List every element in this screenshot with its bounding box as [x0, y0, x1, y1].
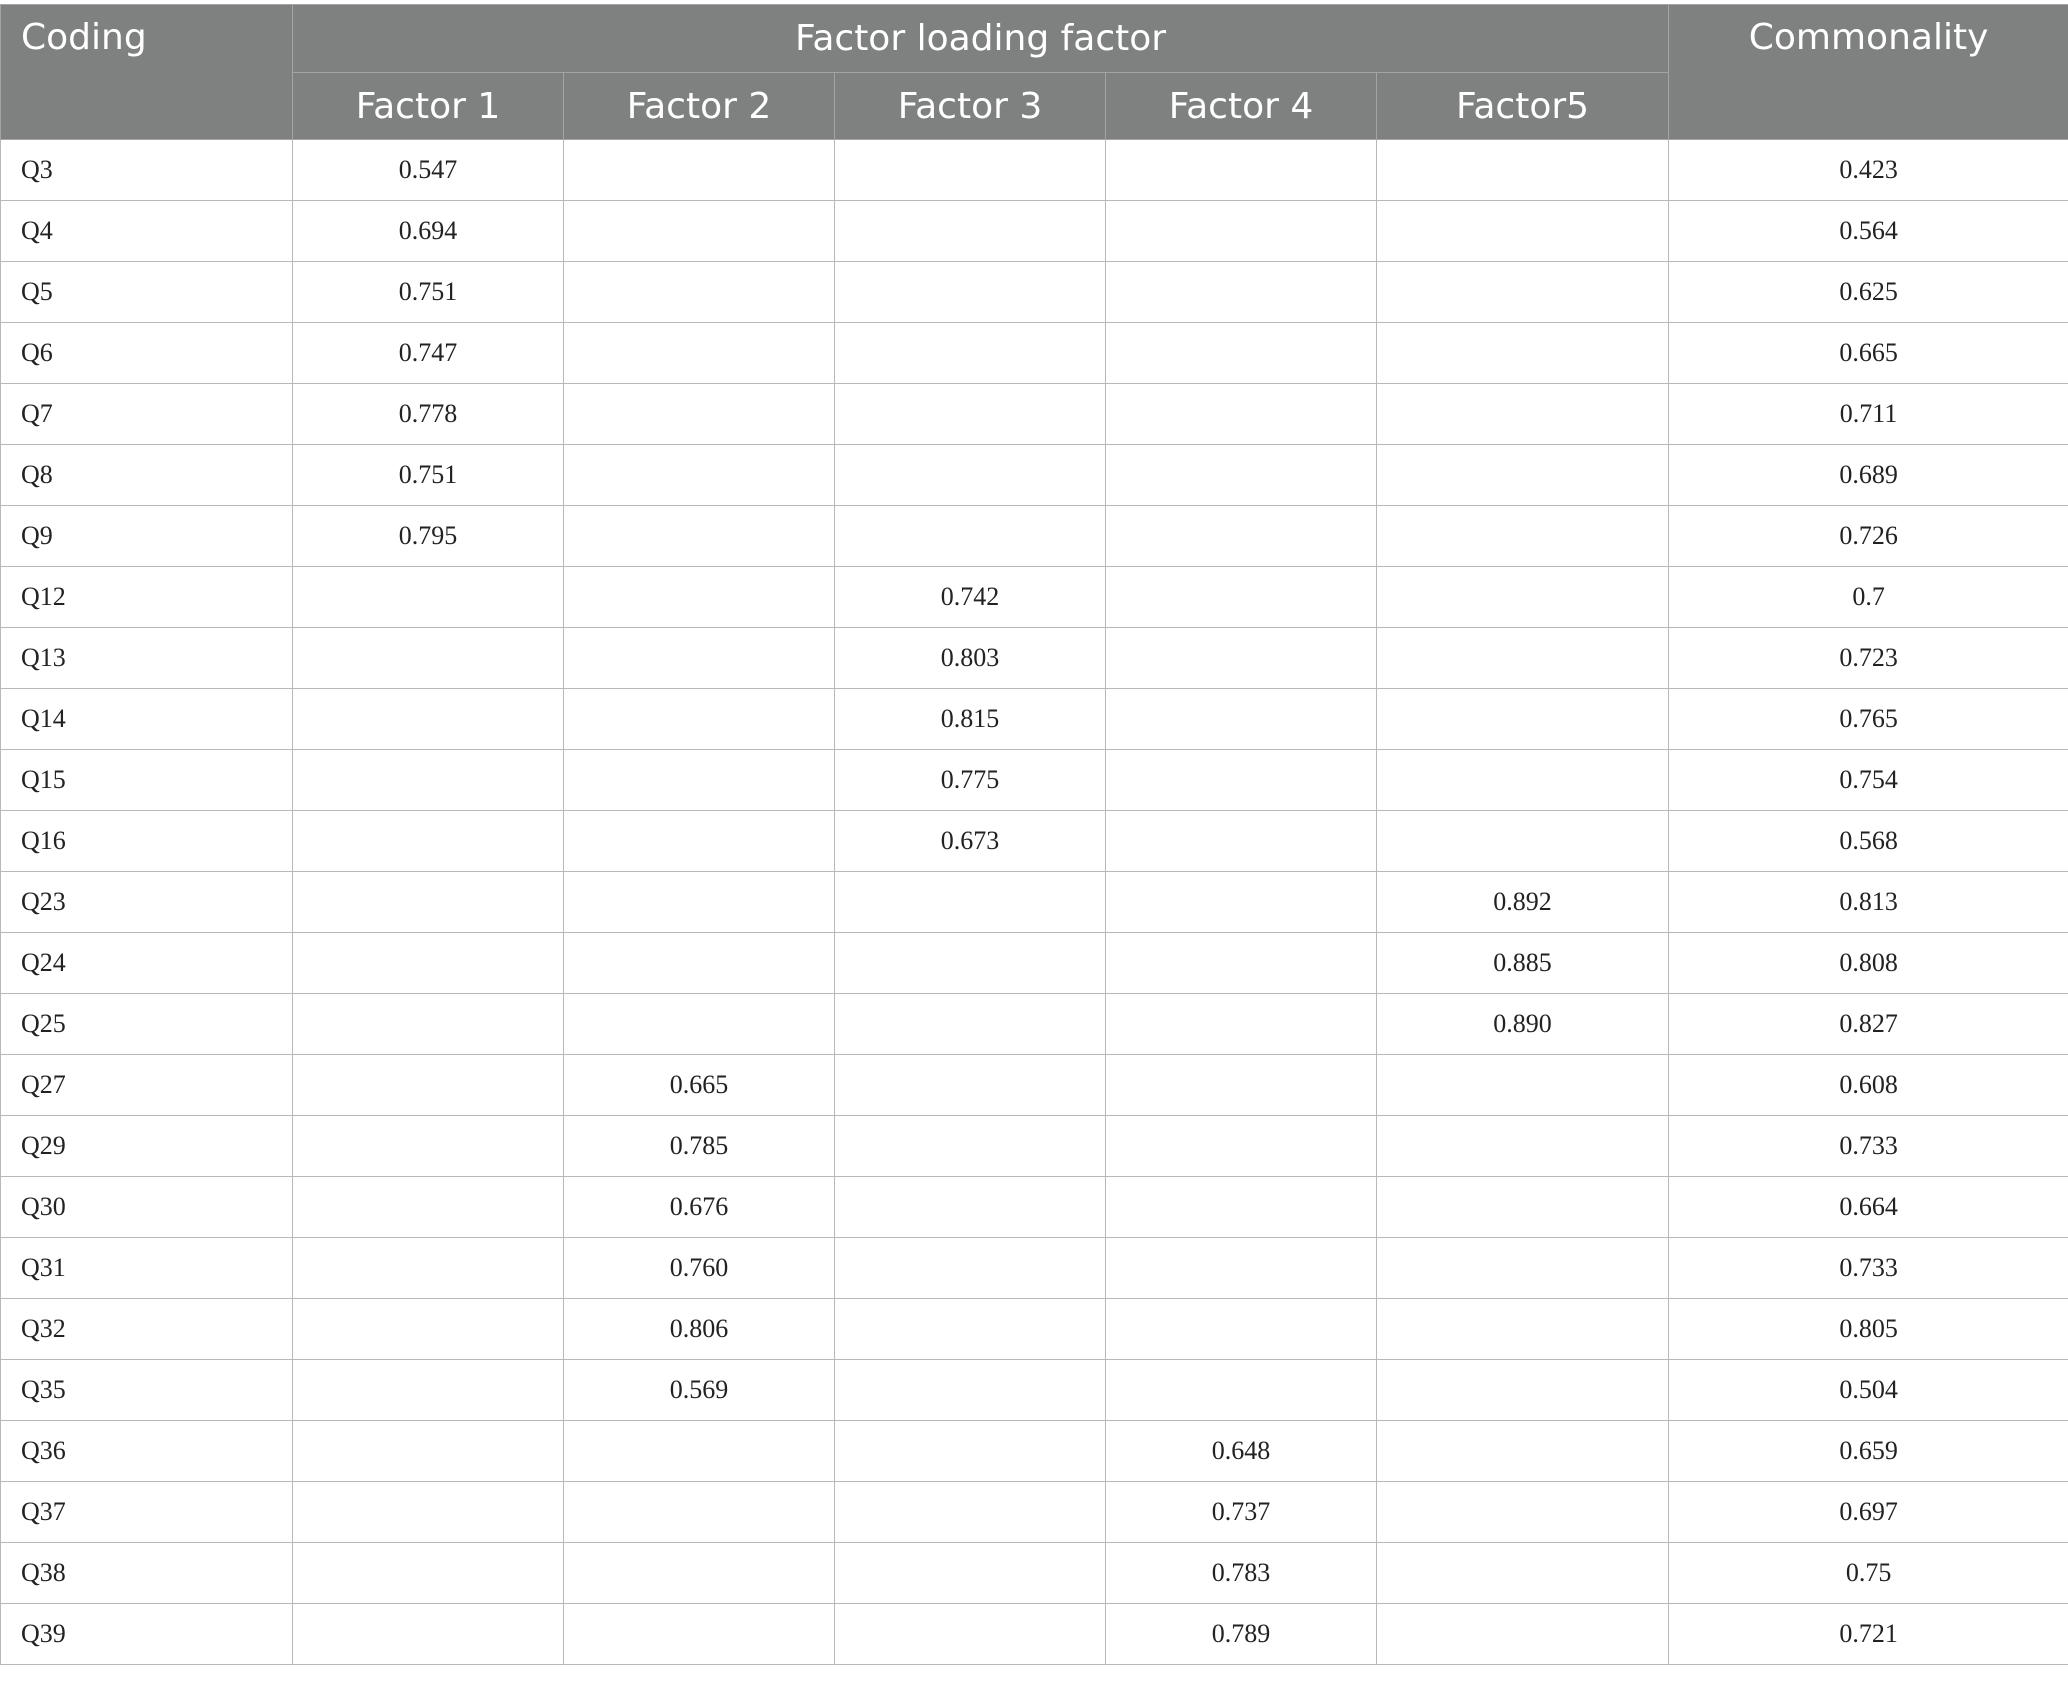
- factor-1-cell: [293, 994, 564, 1055]
- code-cell: Q14: [1, 689, 293, 750]
- table-row: [1, 872, 2068, 933]
- commonality-cell: 0.805: [1669, 1299, 2068, 1360]
- factor-1-cell: [293, 1299, 564, 1360]
- commonality-cell: 0.813: [1669, 872, 2068, 933]
- table-row: [1, 1421, 2068, 1482]
- factor-5-cell: [1377, 750, 1669, 811]
- commonality-cell: 0.423: [1669, 140, 2068, 201]
- factor-2-cell: [564, 506, 835, 567]
- table-row: [1, 1177, 2068, 1238]
- factor-1-cell: [293, 1360, 564, 1421]
- factor-2-cell: [564, 1421, 835, 1482]
- factor-2-cell: [564, 872, 835, 933]
- factor-3-cell: [835, 1299, 1106, 1360]
- factor-3-cell: [835, 1055, 1106, 1116]
- commonality-cell: 0.765: [1669, 689, 2068, 750]
- factor-5-cell: [1377, 1116, 1669, 1177]
- table-row: [1, 506, 2068, 567]
- factor-5-cell: 0.885: [1377, 933, 1669, 994]
- factor-2-cell: [564, 384, 835, 445]
- factor-2-cell: [564, 628, 835, 689]
- factor-4-cell: [1106, 872, 1377, 933]
- factor-4-cell: [1106, 1299, 1377, 1360]
- code-cell: Q25: [1, 994, 293, 1055]
- commonality-cell: 0.697: [1669, 1482, 2068, 1543]
- code-cell: Q16: [1, 811, 293, 872]
- factor-5-cell: 0.890: [1377, 994, 1669, 1055]
- table-row: [1, 262, 2068, 323]
- commonality-cell: 0.659: [1669, 1421, 2068, 1482]
- factor-3-cell: [835, 1116, 1106, 1177]
- factor-1-cell: 0.747: [293, 323, 564, 384]
- factor-3-cell: 0.742: [835, 567, 1106, 628]
- commonality-cell: 0.754: [1669, 750, 2068, 811]
- factor-1-cell: [293, 1116, 564, 1177]
- factor-loading-table: [0, 4, 2068, 1665]
- factor-5-cell: [1377, 1604, 1669, 1665]
- factor-3-cell: [835, 201, 1106, 262]
- factor-4-cell: [1106, 567, 1377, 628]
- factor-2-cell: 0.806: [564, 1299, 835, 1360]
- code-cell: Q27: [1, 1055, 293, 1116]
- factor-2-cell: 0.785: [564, 1116, 835, 1177]
- factor-1-cell: 0.694: [293, 201, 564, 262]
- factor-1-cell: [293, 1177, 564, 1238]
- code-cell: Q4: [1, 201, 293, 262]
- code-cell: Q13: [1, 628, 293, 689]
- code-cell: Q8: [1, 445, 293, 506]
- factor-3-cell: [835, 1238, 1106, 1299]
- table-body: [1, 140, 2068, 1665]
- code-cell: Q36: [1, 1421, 293, 1482]
- commonality-cell: 0.568: [1669, 811, 2068, 872]
- factor-3-cell: [835, 262, 1106, 323]
- factor-1-cell: [293, 1482, 564, 1543]
- commonality-header: Commonality: [1669, 5, 2068, 140]
- factor-2-cell: [564, 933, 835, 994]
- table-row: [1, 201, 2068, 262]
- commonality-cell: 0.75: [1669, 1543, 2068, 1604]
- factor-5-cell: [1377, 689, 1669, 750]
- factor-4-cell: [1106, 689, 1377, 750]
- table-row: [1, 933, 2068, 994]
- factor-5-cell: [1377, 1055, 1669, 1116]
- factor-4-cell: [1106, 1360, 1377, 1421]
- factor-2-cell: [564, 567, 835, 628]
- factor-2-cell: [564, 811, 835, 872]
- factor-4-cell: [1106, 994, 1377, 1055]
- factor-5-cell: [1377, 1543, 1669, 1604]
- factor-2-cell: [564, 201, 835, 262]
- commonality-cell: 0.827: [1669, 994, 2068, 1055]
- code-cell: Q3: [1, 140, 293, 201]
- factor-5-cell: [1377, 1421, 1669, 1482]
- factor-3-cell: [835, 445, 1106, 506]
- factor-3-cell: [835, 323, 1106, 384]
- factor-2-cell: 0.665: [564, 1055, 835, 1116]
- code-cell: Q5: [1, 262, 293, 323]
- factor-1-cell: [293, 1543, 564, 1604]
- table-row: [1, 1299, 2068, 1360]
- factor-4-cell: [1106, 1238, 1377, 1299]
- table-row: [1, 1116, 2068, 1177]
- factor-4-cell: [1106, 933, 1377, 994]
- factor-4-cell: [1106, 628, 1377, 689]
- factor-4-cell: 0.648: [1106, 1421, 1377, 1482]
- factor-2-cell: [564, 1482, 835, 1543]
- factor-3-cell: [835, 872, 1106, 933]
- factor-4-cell: [1106, 506, 1377, 567]
- code-cell: Q24: [1, 933, 293, 994]
- commonality-cell: 0.733: [1669, 1116, 2068, 1177]
- factor-3-cell: [835, 1543, 1106, 1604]
- factor-4-cell: [1106, 445, 1377, 506]
- commonality-cell: 0.733: [1669, 1238, 2068, 1299]
- table-row: [1, 1360, 2068, 1421]
- factor-1-cell: [293, 933, 564, 994]
- factor-3-cell: [835, 1177, 1106, 1238]
- factor-3-cell: [835, 1421, 1106, 1482]
- commonality-cell: 0.504: [1669, 1360, 2068, 1421]
- factor-2-cell: [564, 323, 835, 384]
- factor-1-cell: [293, 1604, 564, 1665]
- factor-5-cell: [1377, 506, 1669, 567]
- factor-4-cell: [1106, 1116, 1377, 1177]
- code-cell: Q6: [1, 323, 293, 384]
- factor-3-cell: [835, 1360, 1106, 1421]
- commonality-cell: 0.625: [1669, 262, 2068, 323]
- commonality-cell: 0.711: [1669, 384, 2068, 445]
- factor-4-cell: [1106, 1055, 1377, 1116]
- factor-1-cell: 0.547: [293, 140, 564, 201]
- factor-2-cell: 0.676: [564, 1177, 835, 1238]
- factor-5-cell: [1377, 1482, 1669, 1543]
- commonality-cell: 0.808: [1669, 933, 2068, 994]
- header-row-top: [1, 5, 2068, 73]
- factor-1-cell: 0.751: [293, 262, 564, 323]
- factor-5-cell: [1377, 811, 1669, 872]
- code-cell: Q30: [1, 1177, 293, 1238]
- factor-5-cell: [1377, 1238, 1669, 1299]
- factor-2-cell: [564, 750, 835, 811]
- factor-4-cell: [1106, 140, 1377, 201]
- code-cell: Q7: [1, 384, 293, 445]
- commonality-cell: 0.726: [1669, 506, 2068, 567]
- factor-3-cell: 0.775: [835, 750, 1106, 811]
- table-row: [1, 323, 2068, 384]
- factor-5-cell: [1377, 1177, 1669, 1238]
- factor-5-cell: [1377, 1299, 1669, 1360]
- factor-3-header: Factor 3: [835, 73, 1106, 140]
- factor-1-cell: [293, 628, 564, 689]
- factor-1-cell: [293, 872, 564, 933]
- commonality-cell: 0.664: [1669, 1177, 2068, 1238]
- commonality-cell: 0.7: [1669, 567, 2068, 628]
- factor-4-cell: [1106, 750, 1377, 811]
- table-row: [1, 445, 2068, 506]
- factor-3-cell: [835, 1482, 1106, 1543]
- factor-4-header: Factor 4: [1106, 73, 1377, 140]
- factor-3-cell: [835, 994, 1106, 1055]
- factor-1-cell: [293, 1238, 564, 1299]
- factor-3-cell: 0.815: [835, 689, 1106, 750]
- factor-4-cell: [1106, 262, 1377, 323]
- commonality-cell: 0.564: [1669, 201, 2068, 262]
- factor-1-cell: [293, 567, 564, 628]
- table-row: [1, 811, 2068, 872]
- factor-4-cell: [1106, 323, 1377, 384]
- factor-5-cell: [1377, 445, 1669, 506]
- factor-4-cell: [1106, 201, 1377, 262]
- code-cell: Q9: [1, 506, 293, 567]
- factor-5-cell: [1377, 384, 1669, 445]
- factor-5-cell: [1377, 628, 1669, 689]
- factor-1-cell: [293, 1055, 564, 1116]
- code-cell: Q37: [1, 1482, 293, 1543]
- factor-3-cell: [835, 933, 1106, 994]
- factor-4-cell: 0.737: [1106, 1482, 1377, 1543]
- factor-1-cell: [293, 1421, 564, 1482]
- code-cell: Q32: [1, 1299, 293, 1360]
- factor-2-cell: 0.760: [564, 1238, 835, 1299]
- factor-5-cell: [1377, 140, 1669, 201]
- factor-3-cell: [835, 384, 1106, 445]
- code-cell: Q39: [1, 1604, 293, 1665]
- factor-2-cell: 0.569: [564, 1360, 835, 1421]
- table-row: [1, 628, 2068, 689]
- code-cell: Q23: [1, 872, 293, 933]
- factor-1-cell: [293, 689, 564, 750]
- factor-5-cell: [1377, 323, 1669, 384]
- factor-4-cell: 0.789: [1106, 1604, 1377, 1665]
- factor-2-cell: [564, 140, 835, 201]
- factor-1-cell: 0.778: [293, 384, 564, 445]
- table-row: [1, 1238, 2068, 1299]
- factor-3-cell: [835, 506, 1106, 567]
- commonality-cell: 0.723: [1669, 628, 2068, 689]
- code-cell: Q38: [1, 1543, 293, 1604]
- coding-header: Coding: [1, 5, 293, 140]
- factor-2-cell: [564, 689, 835, 750]
- code-cell: Q29: [1, 1116, 293, 1177]
- factor-1-cell: 0.751: [293, 445, 564, 506]
- factor-1-cell: [293, 750, 564, 811]
- factor-2-cell: [564, 262, 835, 323]
- table-row: [1, 384, 2068, 445]
- factor-4-cell: [1106, 811, 1377, 872]
- factor-3-cell: 0.673: [835, 811, 1106, 872]
- commonality-cell: 0.689: [1669, 445, 2068, 506]
- factor-5-header: Factor5: [1377, 73, 1669, 140]
- factor-4-cell: 0.783: [1106, 1543, 1377, 1604]
- factor-2-header: Factor 2: [564, 73, 835, 140]
- code-cell: Q12: [1, 567, 293, 628]
- table-row: [1, 1482, 2068, 1543]
- code-cell: Q31: [1, 1238, 293, 1299]
- table-row: [1, 750, 2068, 811]
- factor-2-cell: [564, 445, 835, 506]
- factor-4-cell: [1106, 1177, 1377, 1238]
- table-row: [1, 140, 2068, 201]
- factor-5-cell: 0.892: [1377, 872, 1669, 933]
- factor-1-cell: 0.795: [293, 506, 564, 567]
- commonality-cell: 0.608: [1669, 1055, 2068, 1116]
- factor-5-cell: [1377, 262, 1669, 323]
- table-row: [1, 1543, 2068, 1604]
- table-row: [1, 689, 2068, 750]
- factor-1-header: Factor 1: [293, 73, 564, 140]
- factor-1-cell: [293, 811, 564, 872]
- factor-loading-group-header: Factor loading factor: [293, 5, 1669, 73]
- table-row: [1, 1604, 2068, 1665]
- factor-3-cell: 0.803: [835, 628, 1106, 689]
- factor-4-cell: [1106, 384, 1377, 445]
- factor-5-cell: [1377, 1360, 1669, 1421]
- code-cell: Q15: [1, 750, 293, 811]
- factor-2-cell: [564, 1543, 835, 1604]
- factor-3-cell: [835, 1604, 1106, 1665]
- factor-2-cell: [564, 1604, 835, 1665]
- table-row: [1, 567, 2068, 628]
- table-header: [1, 5, 2068, 140]
- factor-3-cell: [835, 140, 1106, 201]
- code-cell: Q35: [1, 1360, 293, 1421]
- table-row: [1, 1055, 2068, 1116]
- table-row: [1, 994, 2068, 1055]
- factor-2-cell: [564, 994, 835, 1055]
- commonality-cell: 0.721: [1669, 1604, 2068, 1665]
- factor-5-cell: [1377, 567, 1669, 628]
- factor-5-cell: [1377, 201, 1669, 262]
- commonality-cell: 0.665: [1669, 323, 2068, 384]
